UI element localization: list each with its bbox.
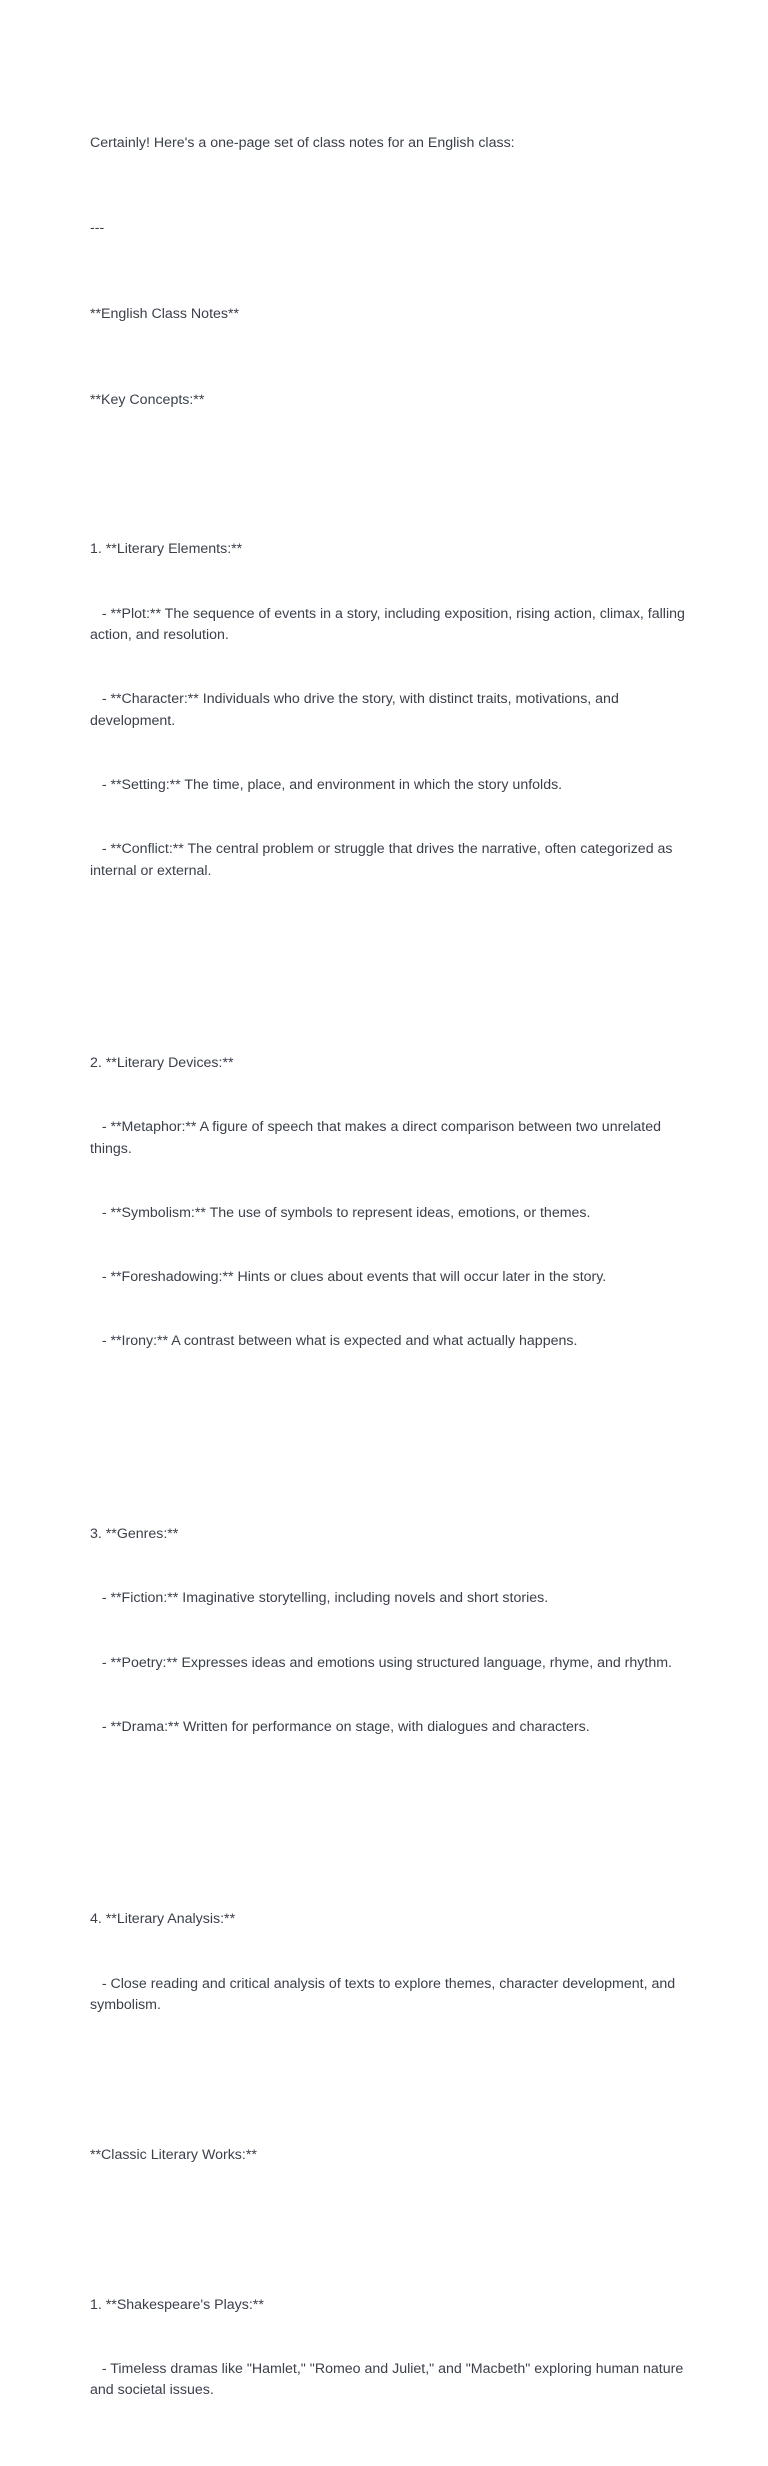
list-item: - **Symbolism:** The use of symbols to represent ideas, emotions, or themes. [90,1205,591,1222]
list-item: - **Irony:** A contrast between what is expected and what actually happens. [90,1333,578,1350]
list-item: - **Character:** Individuals who drive the story, with distinct traits, motivations, and development. [90,691,623,729]
section-heading: 4. **Literary Analysis:** [90,1911,236,1928]
list-item: - Timeless dramas like "Hamlet," "Romeo and Juliet," and "Macbeth" exploring human nature and societal issues. [90,2360,688,2399]
document-page [90,90,690,2466]
section-genres [90,1481,690,1781]
list-item: - **Metaphor:** A figure of speech that makes a direct comparison between two unrelated things. [90,1119,665,1157]
list-item: - Close reading and critical analysis of texts to explore themes, character development, and symbolism. [90,1975,680,2014]
section-shakespeare [90,2252,690,2445]
section-heading: 1. **Shakespeare's Plays:** [90,2296,264,2313]
list-item: - **Fiction:** Imaginative storytelling, including novels and short stories. [90,1590,549,1607]
section-heading: 3. **Genres:** [90,1526,179,1543]
classic-works-heading: **Classic Literary Works:** [90,2146,257,2163]
intro-text: Certainly! Here's a one-page set of class notes for an English class: [90,134,515,151]
section-heading: 1. **Literary Elements:** [90,541,243,558]
separator: --- [90,220,105,237]
section-literary-elements [90,497,690,925]
list-item: - **Conflict:** The central problem or struggle that drives the narrative, often categorized as internal or external. [90,841,677,879]
document-title: **English Class Notes** [90,306,240,323]
section-heading: 2. **Literary Devices:** [90,1055,234,1072]
key-concepts-heading: **Key Concepts:** [90,391,205,408]
list-item: - **Plot:** The sequence of events in a story, including exposition, rising action, climax, falling action, and resolution. [90,605,689,644]
section-literary-analysis [90,1867,690,2060]
list-item: - **Foreshadowing:** Hints or clues about events that will occur later in the story. [90,1269,607,1286]
list-item: - **Drama:** Written for performance on stage, with dialogues and characters. [90,1718,590,1735]
list-item: - **Poetry:** Expresses ideas and emotions using structured language, rhyme, and rhythm. [90,1654,672,1671]
section-literary-devices [90,1010,690,1395]
list-item: - **Setting:** The time, place, and environment in which the story unfolds. [90,776,563,793]
